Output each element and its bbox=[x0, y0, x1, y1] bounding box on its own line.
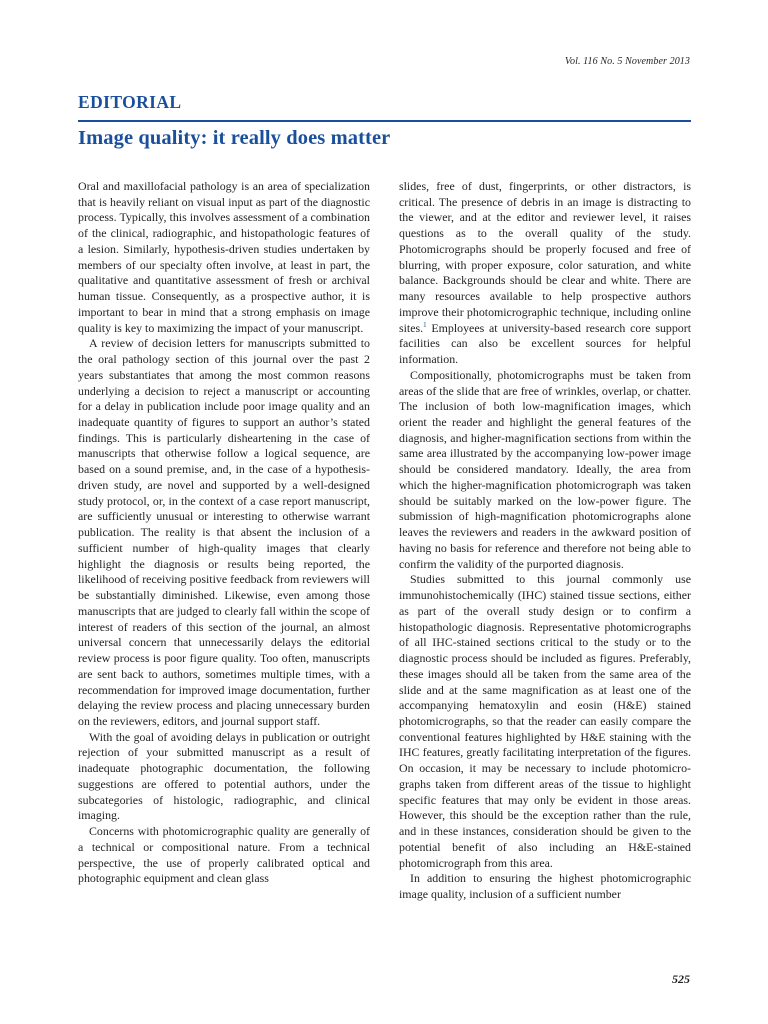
paragraph-continued bbox=[399, 179, 691, 368]
page-number: 525 bbox=[672, 972, 690, 986]
paragraph-text: slides, free of dust, fingerprints, or other distractors, is critical. The presence of debris in an image is distracting to the viewer, and at the editor and reviewer level, it raises questions as to the overall quality of the study. Photomicrographs should be properly focused and free of blurring, with proper exposure, color saturation, and white balance. Backgrounds should be clear and white. There are many resources available to help prospective authors improve their photomicrographic technique, including online sites. bbox=[399, 179, 691, 335]
paragraph: In addition to ensuring the highest photomicrographic image quality, inclusion of a sufficient number bbox=[399, 871, 691, 902]
paragraph: Oral and maxillofacial pathology is an area of specialization that is heavily reliant on visual input as part of the diagnostic process. Typically, this involves assessment of a combination of the clinical, radiographic, and histopathologic features of a lesion. Similarly, hypothesis-driven studies undertaken by members of our specialty often involve, at least in part, the qualitative and quantitative assessment of fresh or archival human tissue. Consequently, as a prospective author, it is important to bear in mind that a strong emphasis on image quality is key to maximizing the impact of your manuscript. bbox=[78, 179, 370, 335]
paragraph: Concerns with photomicrographic quality are generally of a technical or compositional nature. From a technical perspective, the use of properly calibrated optical and photographic equipment and clean glass bbox=[78, 824, 370, 886]
title-rule bbox=[78, 120, 691, 122]
paragraph-text: Employees at university-based research core support facilities can also be excellent sources for helpful information. bbox=[399, 320, 691, 367]
article-title: Image quality: it really does matter bbox=[78, 127, 391, 149]
paragraph: Studies submitted to this journal commonly use immunohistochemically (IHC) stained tissue sections, either as part of the overall study design or to confirm a histopathologic diagnosis. Representative photomicrographs of all IHC-stained sections critical to the study or to the diagnostic process should be included as figures. Preferably, these images should all be taken from the same area of the slide and at the same magnification as at least one of the accompanying hematoxylin and eosin (H&E) stained photomicrographs, so that the reader can easily compare the conventional features highlighted by H&E staining with the IHC features, greatly facilitating interpretation of the figures. On occasion, it may be necessary to include photomicrographs taken from different areas of the tissue to highlight specific features that may only be evident in those areas. However, this should be the exception rather than the rule, and in these instances, consideration should be given to the potential benefit of also including an H&E-stained photomicrograph from this area. bbox=[399, 572, 691, 870]
paragraph: Compositionally, photomicrographs must be taken from areas of the slide that are free of wrinkles, overlap, or chatter. The inclusion of both low-magnification images, which orient the reader and highlight the general features of the diagnosis, and higher-magnification sections from within the same area illustrated by the accompanying low-power image should be considered mandatory. Ideally, the area from which the higher-magnification photomicrograph was taken should be suitably marked on the low-power figure. The submission of high-magnification photomicrographs alone leaves the reviewers and readers in the awkward position of having no basis for reference and therefore not being able to confirm the validity of the purported diagnosis. bbox=[399, 367, 691, 571]
reference-link[interactable]: 1 bbox=[423, 320, 427, 329]
right-column bbox=[399, 179, 691, 903]
paragraph: With the goal of avoiding delays in publication or outright rejection of your submitted manuscript as a result of inadequate photographic documentation, the following suggestions are offered to potential authors, under the subcategories of histologic, radiographic, and clinical imaging. bbox=[78, 729, 370, 823]
paragraph: A review of decision letters for manuscripts submitted to the oral pathology section of this journal over the past 2 years substantiates that among the most common reasons underlying a decision to reject a manuscript or accounting for a delay in publication include poor image quality and an inadequate quantity of figures to support an author’s stated findings. This is particularly disheartening in the case of manuscripts that otherwise follow a logical sequence, are based on a sound premise, and, in the case of a hypothesis-driven study, are novel and supported by a well-designed study protocol, or, in the context of a case report manuscript, are sufficiently unusual or interesting to otherwise warrant publication. The reality is that absent the inclusion of a sufficient number of high-quality images that clearly highlight the diagnosis or results being reported, the likelihood of receiving positive feedback from reviewers will be substantially diminished. Likewise, even among those manuscripts that are judged to clearly fall within the scope of interest of readers of this section of the journal, an almost universal concern that unnecessarily delays the editorial review process is poor figure quality. Too often, manuscripts are sent back to authors, sometimes multiple times, with a recommendation for improved image documentation, further delaying the review process and placing unnecessary burden on the reviewers, editors, and journal support staff. bbox=[78, 336, 370, 728]
section-label: EDITORIAL bbox=[78, 92, 182, 112]
left-column bbox=[78, 179, 370, 887]
journal-reference: Vol. 116 No. 5 November 2013 bbox=[564, 56, 690, 67]
